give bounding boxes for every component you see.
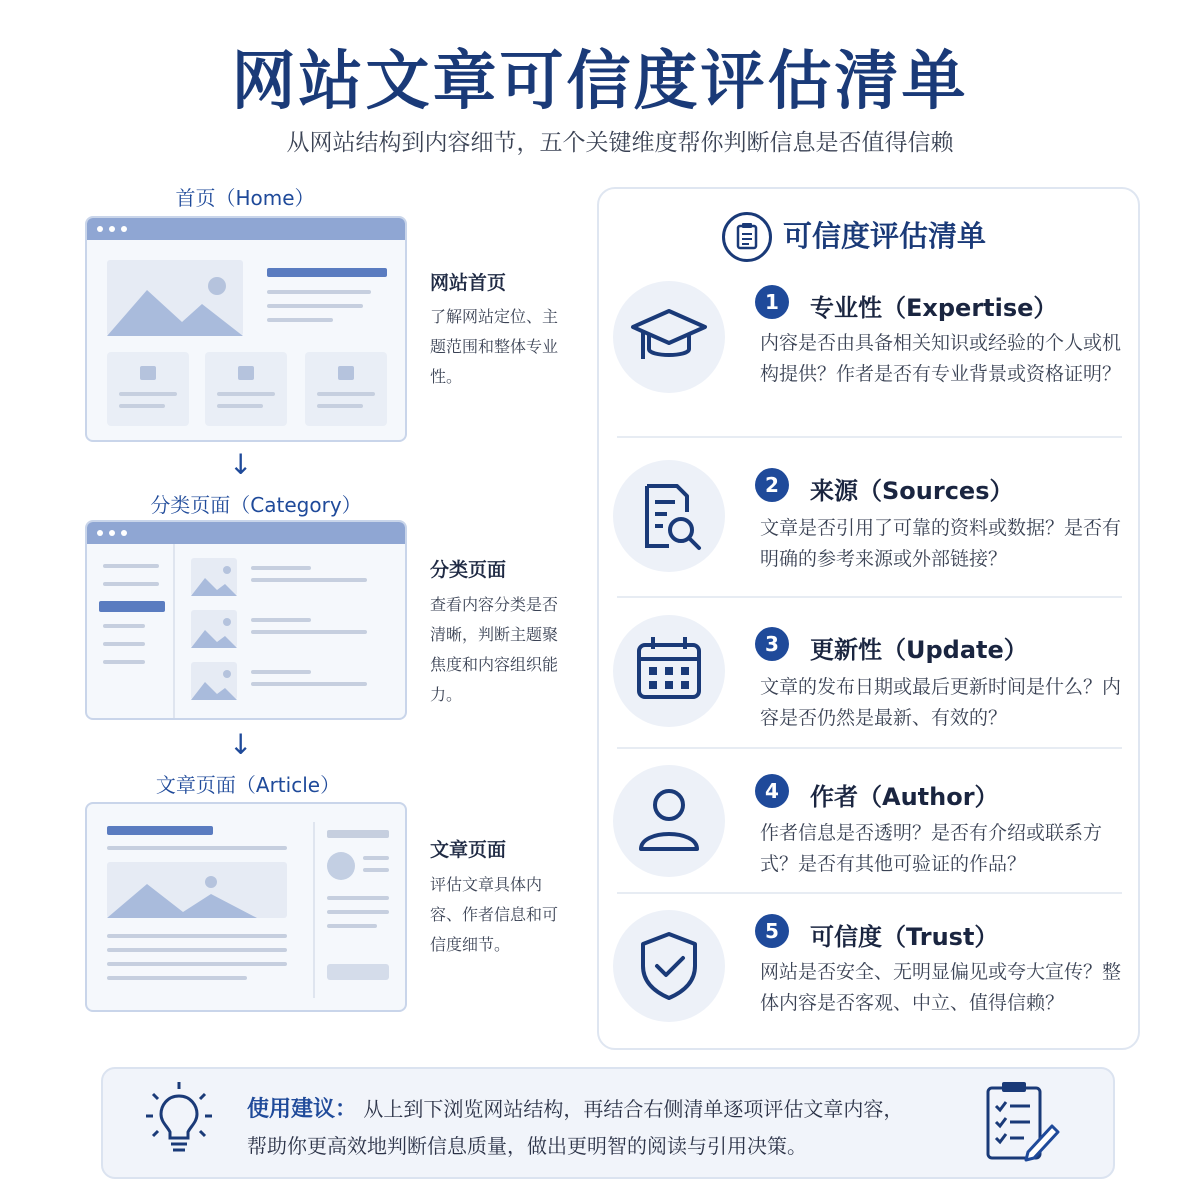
user-icon [613,765,725,877]
down-arrow-icon: ↓ [229,448,253,481]
checklist-title: 可信度评估清单 [783,219,987,253]
divider [617,436,1122,438]
checklist-pen-icon [980,1078,1064,1168]
page-title: 网站文章可信度评估清单 [231,45,969,119]
flow-label-article: 文章页面（Article） [155,773,341,797]
item-title-author: 作者（Author） [810,783,999,811]
avatar-icon [327,852,355,880]
image-placeholder [107,862,287,918]
browser-bar [87,522,405,544]
item-number: 2 [755,468,789,502]
tip-box [101,1067,1115,1179]
tip-line-1 [247,1092,903,1123]
item-title-expertise: 专业性（Expertise） [810,294,1058,322]
icon-circle [613,765,725,877]
home-page-mockup [85,216,407,442]
tip-line-2: 帮助你更高效地判断信息质量，做出更明智的阅读与引用决策。 [247,1134,807,1158]
icon-circle [613,615,725,727]
page-subtitle: 从网站结构到内容细节，五个关键维度帮你判断信息是否值得信赖 [286,130,954,156]
flow-label-category: 分类页面（Category） [150,493,362,517]
clipboard-icon [722,212,772,262]
home-desc-body: 了解网站定位、主题范围和整体专业性。 [430,307,559,386]
article-desc-body: 评估文章具体内容、作者信息和可信度细节。 [430,875,559,954]
item-desc-sources: 文章是否引用了可靠的资料或数据？是否有明确的参考来源或外部链接？ [760,517,1122,570]
icon-circle [613,460,725,572]
category-desc-body: 查看内容分类是否清晰，判断主题聚焦度和内容组织能力。 [430,595,559,704]
home-desc-title: 网站首页 [430,272,507,294]
item-number: 4 [755,774,789,808]
icon-circle [613,281,725,393]
item-desc-update: 文章的发布日期或最后更新时间是什么？内容是否仍然是最新、有效的？ [760,676,1122,729]
item-desc-author: 作者信息是否透明？是否有介绍或联系方式？是否有其他可验证的作品？ [760,822,1103,875]
content-card [205,352,287,426]
item-number: 3 [755,627,789,661]
landscape-icon [107,260,243,336]
graduation-cap-icon [613,281,725,393]
browser-bar [87,218,405,240]
item-desc-expertise: 内容是否由具备相关知识或经验的个人或机构提供？作者是否有专业背景或资格证明？ [760,332,1122,385]
divider [617,596,1122,598]
article-page-mockup [85,802,407,1012]
lightbulb-icon [143,1080,215,1164]
tip-text-1: 从上到下浏览网站结构，再结合右侧清单逐项评估文章内容， [363,1097,904,1121]
divider [617,747,1122,749]
flow-label-home: 首页（Home） [175,186,315,210]
thumbnail-icon [191,662,237,700]
divider [617,892,1122,894]
content-card [305,352,387,426]
document-search-icon [613,460,725,572]
image-placeholder [107,260,243,336]
content-card [107,352,189,426]
item-number: 5 [755,914,789,948]
calendar-icon [613,615,725,727]
down-arrow-icon: ↓ [229,728,253,761]
icon-circle [613,910,725,1022]
thumbnail-icon [191,558,237,596]
article-desc-title: 文章页面 [430,839,507,861]
item-title-trust: 可信度（Trust） [810,923,999,951]
item-desc-trust: 网站是否安全、无明显偏见或夸大宣传？整体内容是否客观、中立、值得信赖？ [760,961,1122,1014]
item-number: 1 [755,285,789,319]
tip-label: 使用建议： [247,1097,358,1122]
shield-check-icon [613,910,725,1022]
thumbnail-icon [191,610,237,648]
item-title-sources: 来源（Sources） [810,477,1014,505]
category-page-mockup [85,520,407,720]
item-title-update: 更新性（Update） [810,636,1028,664]
category-desc-title: 分类页面 [430,559,507,581]
